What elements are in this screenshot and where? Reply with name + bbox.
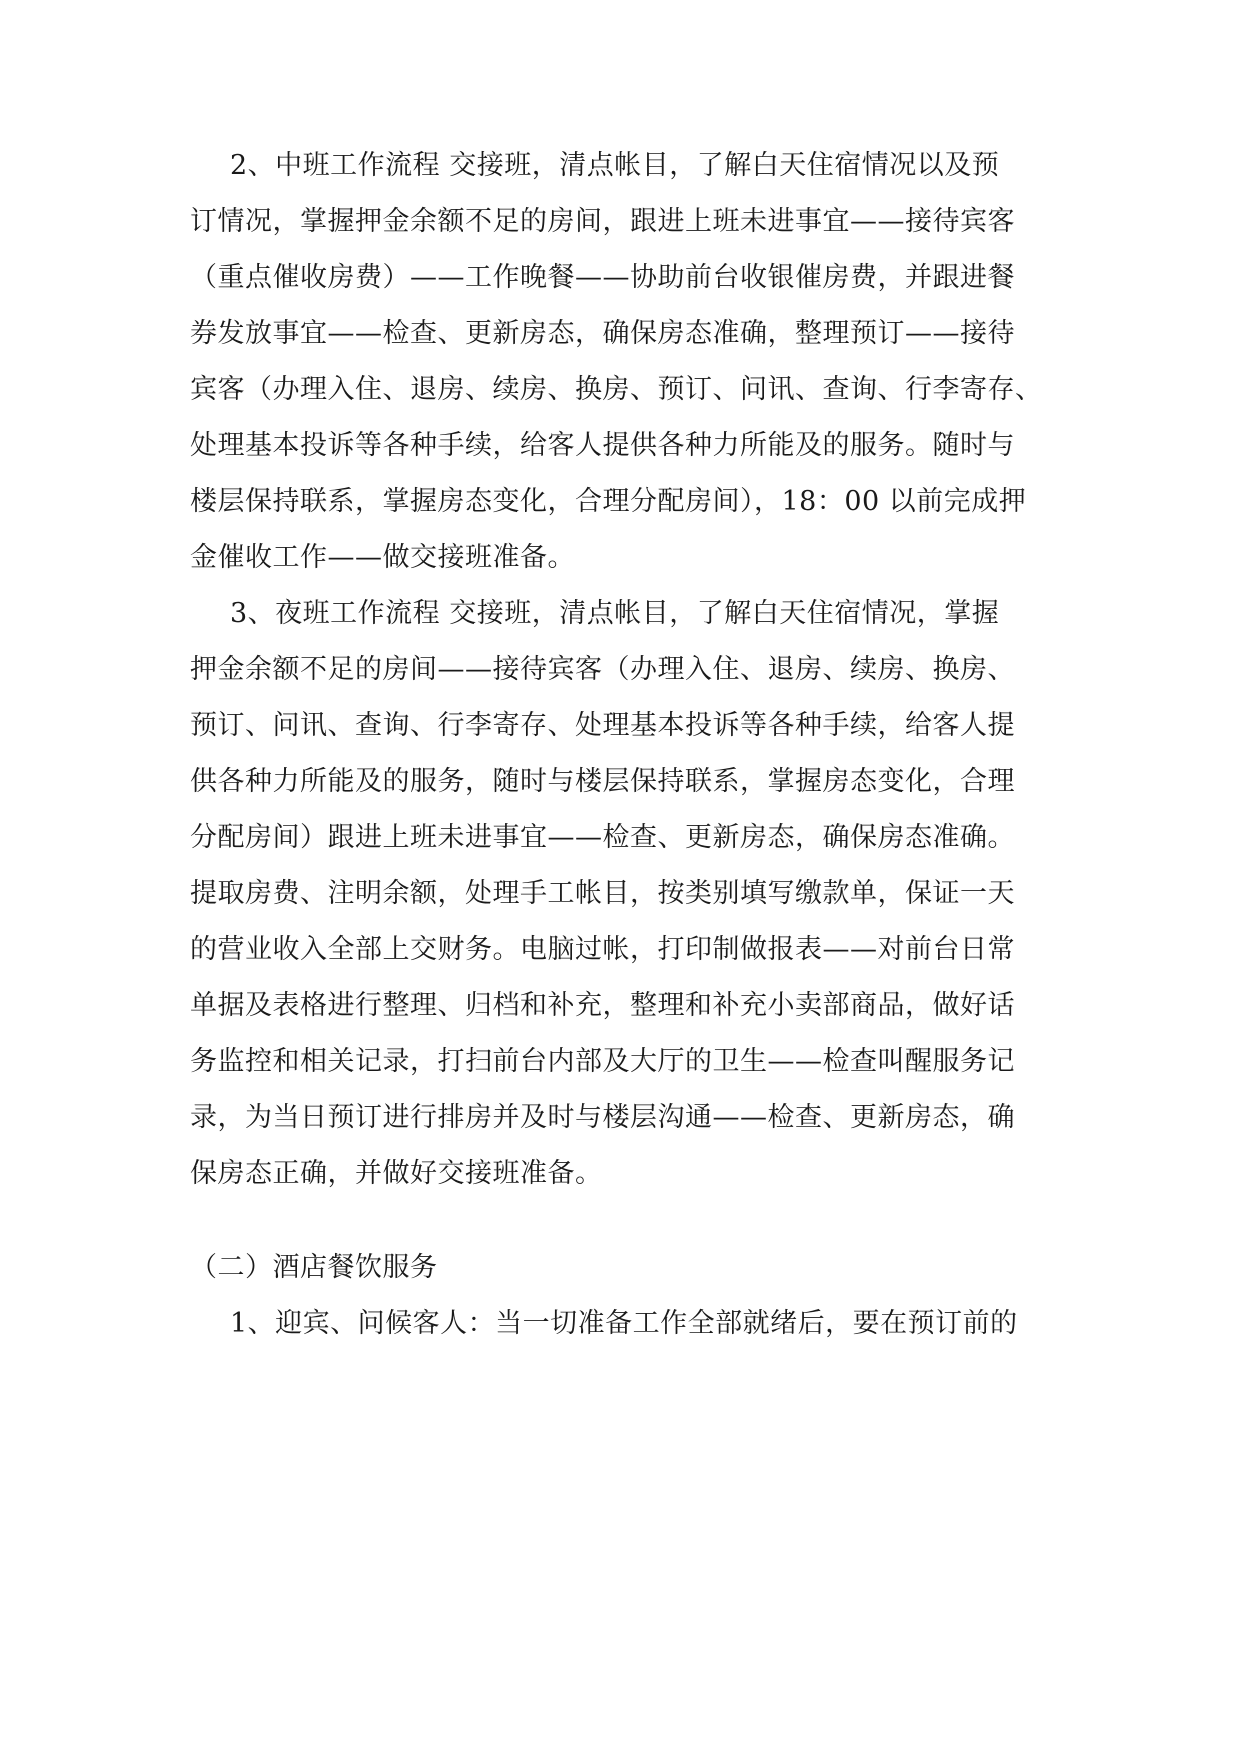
paragraph-2-line-7: 楼层保持联系，掌握房态变化，合理分配房间），18：00 以前完成押	[190, 486, 1027, 517]
paragraph-2-line-1: 2、中班工作流程 交接班，清点帐目，了解白天住宿情况以及预	[230, 150, 1000, 181]
paragraph-3-line-5: 分配房间）跟进上班未进事宜——检查、更新房态，确保房态准确。	[190, 822, 1015, 853]
section-heading: （二）酒店餐饮服务	[190, 1252, 438, 1283]
paragraph-3-line-9: 务监控和相关记录，打扫前台内部及大厅的卫生——检查叫醒服务记	[190, 1046, 1015, 1077]
paragraph-3-line-1: 3、夜班工作流程 交接班，清点帐目，了解白天住宿情况，掌握	[230, 598, 1000, 629]
paragraph-3-line-6: 提取房费、注明余额，处理手工帐目，按类别填写缴款单，保证一天	[190, 878, 1015, 909]
paragraph-2-line-5: 宾客（办理入住、退房、续房、换房、预订、问讯、查询、行李寄存、	[190, 374, 1043, 405]
paragraph-3-line-2: 押金余额不足的房间——接待宾客（办理入住、退房、续房、换房、	[190, 654, 1015, 685]
paragraph-1-line-1: 1、迎宾、问候客人：当一切准备工作全部就绪后，要在预订前的	[230, 1308, 1018, 1339]
paragraph-3-line-11: 保房态正确，并做好交接班准备。	[190, 1158, 603, 1189]
paragraph-3-line-3: 预订、问讯、查询、行李寄存、处理基本投诉等各种手续，给客人提	[190, 710, 1015, 741]
paragraph-2-line-8: 金催收工作——做交接班准备。	[190, 542, 575, 573]
paragraph-2-line-3: （重点催收房费）——工作晚餐——协助前台收银催房费，并跟进餐	[190, 262, 1015, 293]
paragraph-2-line-4: 券发放事宜——检查、更新房态，确保房态准确，整理预订——接待	[190, 318, 1015, 349]
paragraph-2-line-2: 订情况，掌握押金余额不足的房间，跟进上班未进事宜——接待宾客	[190, 206, 1015, 237]
paragraph-3-line-7: 的营业收入全部上交财务。电脑过帐，打印制做报表——对前台日常	[190, 934, 1015, 965]
paragraph-3-line-4: 供各种力所能及的服务，随时与楼层保持联系，掌握房态变化，合理	[190, 766, 1015, 797]
paragraph-3-line-10: 录，为当日预订进行排房并及时与楼层沟通——检查、更新房态，确	[190, 1102, 1015, 1133]
paragraph-3-line-8: 单据及表格进行整理、归档和补充，整理和补充小卖部商品，做好话	[190, 990, 1015, 1021]
paragraph-2-line-6: 处理基本投诉等各种手续，给客人提供各种力所能及的服务。随时与	[190, 430, 1015, 461]
